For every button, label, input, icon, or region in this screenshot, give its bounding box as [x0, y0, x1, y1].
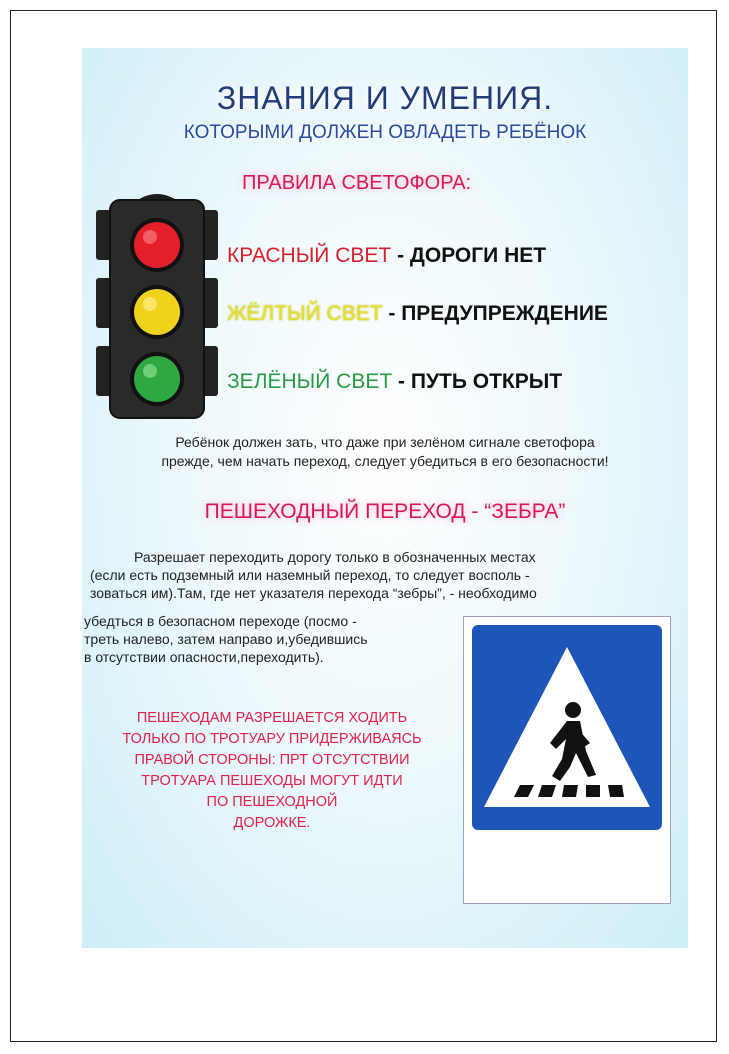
red-light-name: КРАСНЫЙ СВЕТ [227, 244, 392, 267]
sidewalk-rule [92, 708, 452, 834]
yellow-light-label [227, 302, 608, 326]
crossing-paragraph-line: (если есть подземный или наземный переход, то следует восполь - [90, 567, 530, 583]
zebra-stripe [608, 785, 624, 797]
sidewalk-rule-line: ДОРОЖКЕ. [233, 815, 311, 831]
crossing-paragraph-continued [84, 612, 454, 666]
sign-frame [463, 616, 671, 904]
yellow-lamp [134, 289, 180, 335]
green-light-meaning: - ПУТЬ ОТКРЫТ [392, 370, 563, 393]
red-light-label [227, 244, 546, 268]
crossing-paragraph-line: в отсутствии опасности,переходить). [84, 649, 324, 665]
safety-paragraph [90, 433, 680, 471]
sidewalk-rule-line: ТРОТУАРА ПЕШЕХОДЫ МОГУТ ИДТИ [141, 773, 403, 789]
safety-paragraph-line: прежде, чем начать переход, следует убедиться в его безопасности! [161, 453, 609, 469]
sidewalk-rule-line: ПЕШЕХОДАМ РАЗРЕШАЕТСЯ ХОДИТЬ [136, 710, 408, 726]
zebra-stripe [562, 785, 578, 797]
sidewalk-rule-line: ТОЛЬКО ПО ТРОТУАРУ ПРИДЕРЖИВАЯСЬ [122, 731, 422, 747]
safety-paragraph-line: Ребёнок должен зать, что даже при зелёном сигнале светофора [175, 434, 595, 450]
poster [82, 48, 688, 948]
zebra-crossing-heading: ПЕШЕХОДНЫЙ ПЕРЕХОД - “ЗЕБРА” [204, 500, 566, 523]
poster-title: ЗНАНИЯ И УМЕНИЯ. [216, 80, 554, 116]
traffic-rules-heading: ПРАВИЛА СВЕТОФОРА: [242, 172, 472, 194]
green-lamp [134, 356, 180, 402]
sidewalk-rule-line: ПРАВОЙ СТОРОНЫ: ПРТ ОТСУТСТВИИ [134, 752, 410, 768]
crossing-paragraph [90, 548, 686, 602]
zebra-stripe [586, 785, 600, 797]
crossing-paragraph-line: зоваться им).Там, где нет указателя перехода “зебры”, - необходимо [90, 585, 537, 601]
yellow-light-name: ЖЁЛТЫЙ СВЕТ [227, 302, 383, 325]
traffic-light-icon [96, 190, 218, 420]
green-light-label [227, 370, 562, 394]
red-light-meaning: - ДОРОГИ НЕТ [391, 244, 547, 267]
crossing-paragraph-line: убедться в безопасном переходе (посмо - [84, 613, 357, 629]
crosswalk-sign-graphic [472, 625, 662, 830]
red-lamp-glare [143, 230, 157, 244]
red-lamp [134, 222, 180, 268]
green-lamp-glare [143, 364, 157, 378]
yellow-light-meaning: - ПРЕДУПРЕЖДЕНИЕ [382, 302, 608, 325]
poster-subtitle: КОТОРЫМИ ДОЛЖЕН ОВЛАДЕТЬ РЕБЁНОК [183, 122, 587, 143]
yellow-lamp-glare [143, 297, 157, 311]
pedestrian-head [565, 702, 581, 718]
pedestrian-crossing-sign-icon [472, 625, 662, 830]
green-light-name: ЗЕЛЁНЫЙ СВЕТ [227, 370, 393, 393]
sidewalk-rule-line: ПО ПЕШЕХОДНОЙ [206, 794, 338, 810]
crossing-paragraph-line: Разрешает переходить дорогу только в обозначенных местах [134, 549, 536, 565]
crossing-paragraph-line: треть налево, затем направо и,убедившись [84, 631, 368, 647]
